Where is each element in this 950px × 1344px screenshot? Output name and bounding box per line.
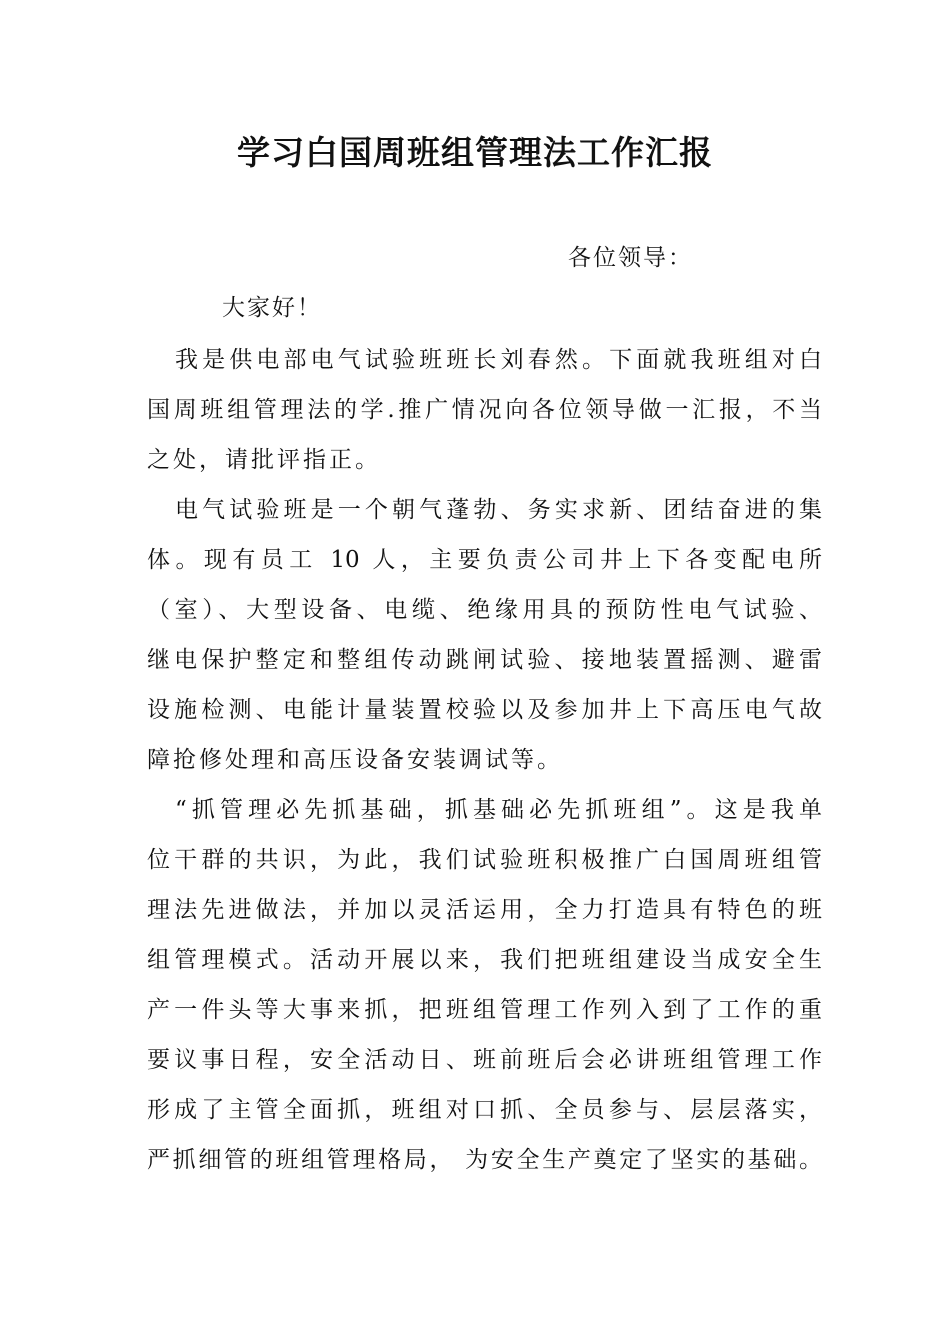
text-line: 位干群的共识，为此，我们试验班积极推广白国周班组管 (147, 847, 822, 873)
text-line: 国周班组管理法的学.推广情况向各位领导做一汇报，不当 (147, 397, 822, 423)
text-line: 严抓细管的班组管理格局， 为安全生产奠定了坚实的基础。 (147, 1147, 822, 1173)
text-line: 要议事日程，安全活动日、班前班后会必讲班组管理工作 (147, 1047, 822, 1073)
salutation: 各位领导： (568, 245, 693, 271)
text-line: 产一件头等大事来抓，把班组管理工作列入到了工作的重 (147, 997, 822, 1023)
text-line: （室）、大型设备、电缆、绝缘用具的预防性电气试验、 (147, 597, 822, 623)
text-line: 电气试验班是一个朝气蓬勃、务实求新、团结奋进的集 (175, 497, 822, 523)
text-line: 体。现有员工 10 人，主要负责公司井上下各变配电所 (147, 547, 822, 573)
paragraph-management (147, 785, 822, 1185)
text-line: 继电保护整定和整组传动跳闸试验、接地装置摇测、避雷 (147, 647, 822, 673)
paragraph-intro (147, 335, 822, 485)
paragraph-team-description (147, 485, 822, 785)
text-line: 我是供电部电气试验班班长刘春然。下面就我班组对白 (175, 347, 822, 373)
text-line: 障抢修处理和高压设备安装调试等。 (147, 747, 563, 773)
document-title: 学习白国周班组管理法工作汇报 (237, 133, 713, 172)
greeting: 大家好！ (222, 295, 322, 321)
text-line: “抓管理必先抓基础，抓基础必先抓班组”。这是我单 (175, 797, 822, 823)
text-line: 设施检测、电能计量装置校验以及参加井上下高压电气故 (147, 697, 822, 723)
text-line: 之处，请批评指正。 (147, 447, 381, 473)
text-line: 形成了主管全面抓，班组对口抓、全员参与、层层落实， (147, 1097, 822, 1123)
text-line: 理法先进做法，并加以灵活运用，全力打造具有特色的班 (147, 897, 822, 923)
text-line: 组管理模式。活动开展以来，我们把班组建设当成安全生 (147, 947, 822, 973)
